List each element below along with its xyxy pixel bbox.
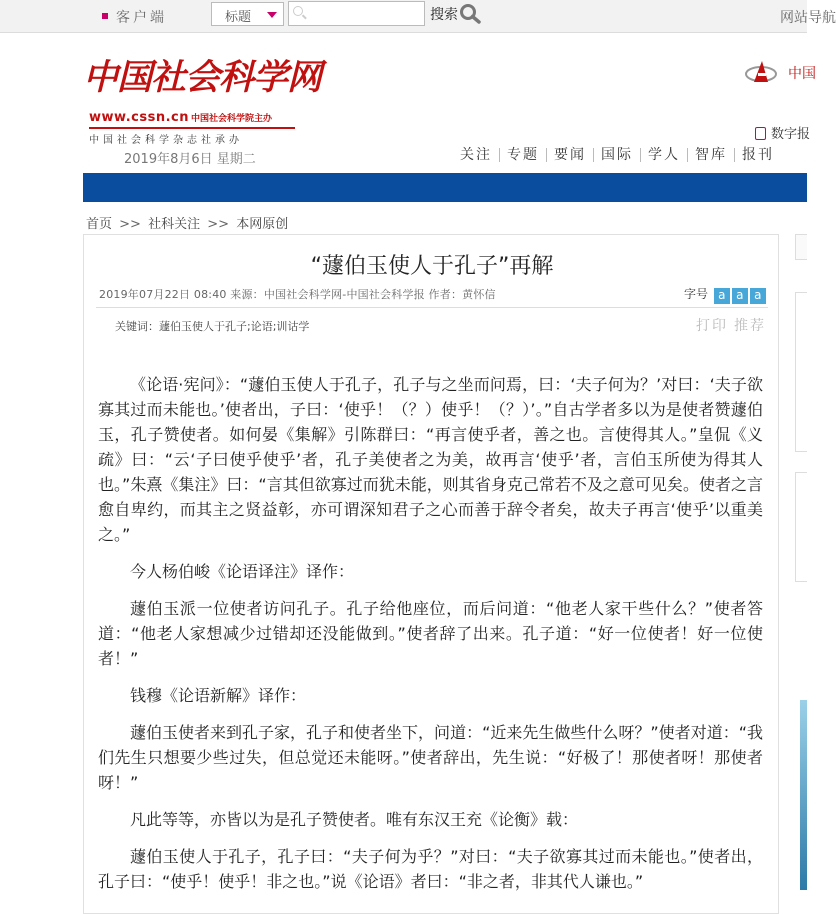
article-paragraph: 钱穆《论语新解》译作： <box>130 686 307 705</box>
recommend-button[interactable]: 推荐 <box>734 318 766 334</box>
meta-divider <box>96 307 768 308</box>
article-paragraph: 蘧伯玉派一位使者访问孔子。孔子给他座位，而后问道：“他老人家干些什么？”使者答道：“他老人家想减少过错却还没能做到。”使者辞了出来。孔子道：“好一位使者！好一位使者！” <box>98 599 763 668</box>
breadcrumb-original[interactable]: 本网原创 <box>236 217 289 232</box>
logo-title: 中国社会科学网 <box>83 57 322 98</box>
search-input[interactable] <box>307 4 421 23</box>
top-bar <box>0 0 836 33</box>
logo-url <box>89 110 272 125</box>
logo-subtitle: 中国社会科学杂志社承办 <box>89 135 243 146</box>
magnifier-icon[interactable] <box>459 3 481 25</box>
logo-divider <box>89 127 295 129</box>
breadcrumb-social-science[interactable]: 社科关注 <box>148 217 201 232</box>
logo-host: 中国社会科学院主办 <box>190 114 272 124</box>
client-square-icon <box>102 13 108 19</box>
current-date: 2019年8月6日 星期二 <box>124 152 256 167</box>
font-size-medium-button[interactable]: a <box>732 288 748 304</box>
search-type-select[interactable] <box>211 2 284 26</box>
sidebar-panel <box>795 472 807 582</box>
nav-item-think-tank[interactable]: 智库 <box>687 148 734 162</box>
digital-label: 数字报 <box>771 127 811 142</box>
site-logo[interactable] <box>83 57 322 146</box>
nav-item-international[interactable]: 国际 <box>593 148 640 162</box>
breadcrumb <box>86 213 288 232</box>
site-navigation-link[interactable]: 网站导航 <box>780 10 836 26</box>
newspaper-icon <box>755 127 766 140</box>
article-meta: 2019年07月22日 08:40 来源：中国社会科学网-中国社会科学报 作者：黄怀信 <box>99 288 496 301</box>
nav-item-news[interactable]: 要闻 <box>546 148 593 162</box>
main-nav <box>460 147 781 163</box>
font-size-label: 字号 <box>684 287 709 301</box>
article-container <box>83 234 779 914</box>
digital-newspaper-link[interactable] <box>755 123 810 142</box>
font-size-small-button[interactable]: a <box>714 288 730 304</box>
font-size-large-button[interactable]: a <box>750 288 766 304</box>
article-paragraph: 蘧伯玉使者来到孔子家，孔子和使者坐下，问道：“近来先生做些什么呀？”使者对道：“我们先生只想要少些过失，但总觉还未能呀。”使者辞出，先生说：“好极了！那使者呀！那使者呀！” <box>98 723 763 792</box>
breadcrumb-separator: >> <box>207 217 230 232</box>
nav-item-journals[interactable]: 报刊 <box>734 148 781 162</box>
article-keywords: 关键词：蘧伯玉使人于孔子;论语;训诂学 <box>115 320 310 333</box>
sidebar-panel <box>795 292 807 452</box>
article-paragraph: 蘧伯玉使人于孔子，孔子曰：“夫子何为乎？”对曰：“夫子欲寡其过而未能也。”使者出，孔子曰：“使乎！使乎！非之也。”说《论语》者曰：“非之者，非其代人谦也。” <box>98 847 763 891</box>
nav-item-scholars[interactable]: 学人 <box>640 148 687 162</box>
sidebar-image[interactable] <box>800 700 807 890</box>
client-label: 客户端 <box>116 10 167 26</box>
search-icon <box>293 6 303 16</box>
article-paragraph: 凡此等等，亦皆以为是孔子赞使者。唯有东汉王充《论衡》载： <box>130 810 579 829</box>
nav-item-topics[interactable]: 专题 <box>499 148 546 162</box>
print-button[interactable]: 打印 <box>696 318 728 334</box>
search-box <box>288 1 425 26</box>
channel-bar <box>83 173 807 202</box>
brand-emblem-icon[interactable] <box>744 58 778 86</box>
sidebar-tab[interactable] <box>795 234 807 260</box>
client-link[interactable] <box>102 7 167 27</box>
breadcrumb-home[interactable]: 首页 <box>86 217 113 232</box>
article-paragraph: 今人杨伯峻《论语译注》译作： <box>130 562 355 581</box>
nav-item-follow[interactable]: 关注 <box>460 147 492 163</box>
article-title: “蘧伯玉使人于孔子”再解 <box>310 254 554 279</box>
article-tools <box>696 315 772 335</box>
caret-down-icon <box>267 12 277 18</box>
logo-url-text: www.cssn.cn <box>89 110 189 125</box>
brand-right-label[interactable]: 中国 <box>788 66 816 82</box>
article-paragraph: 《论语·宪问》：“蘧伯玉使人于孔子，孔子与之坐而问焉，曰：‘夫子何为？’对曰：‘夫子欲寡其过而未能也。’使者出，子曰：‘使乎！（？）使乎！（？）’。”自古学者多以为是使者赞蘧伯玉，孔子赞使者。如何晏《集解》引陈群曰：“再言使乎者，善之也。言使得其人。”皇侃《义疏》曰：“云‘子曰使乎使乎’者，孔子美使者之为美，故再言‘使乎’者，言伯玉所使为得其人也。”朱熹《集注》曰：“言其但欲寡过而犹未能，则其省身克己常若不及之意可见矣。使者之言愈自卑约，而其主之贤益彰，亦可谓深知君子之心而善于辞令者矣，故夫子再言‘使乎’以重美之。” <box>98 375 763 544</box>
search-button[interactable]: 搜索 <box>430 7 458 23</box>
search-type-value: 标题 <box>225 10 252 25</box>
font-size-control <box>684 285 766 304</box>
breadcrumb-separator: >> <box>119 217 141 232</box>
article-body <box>98 372 763 906</box>
